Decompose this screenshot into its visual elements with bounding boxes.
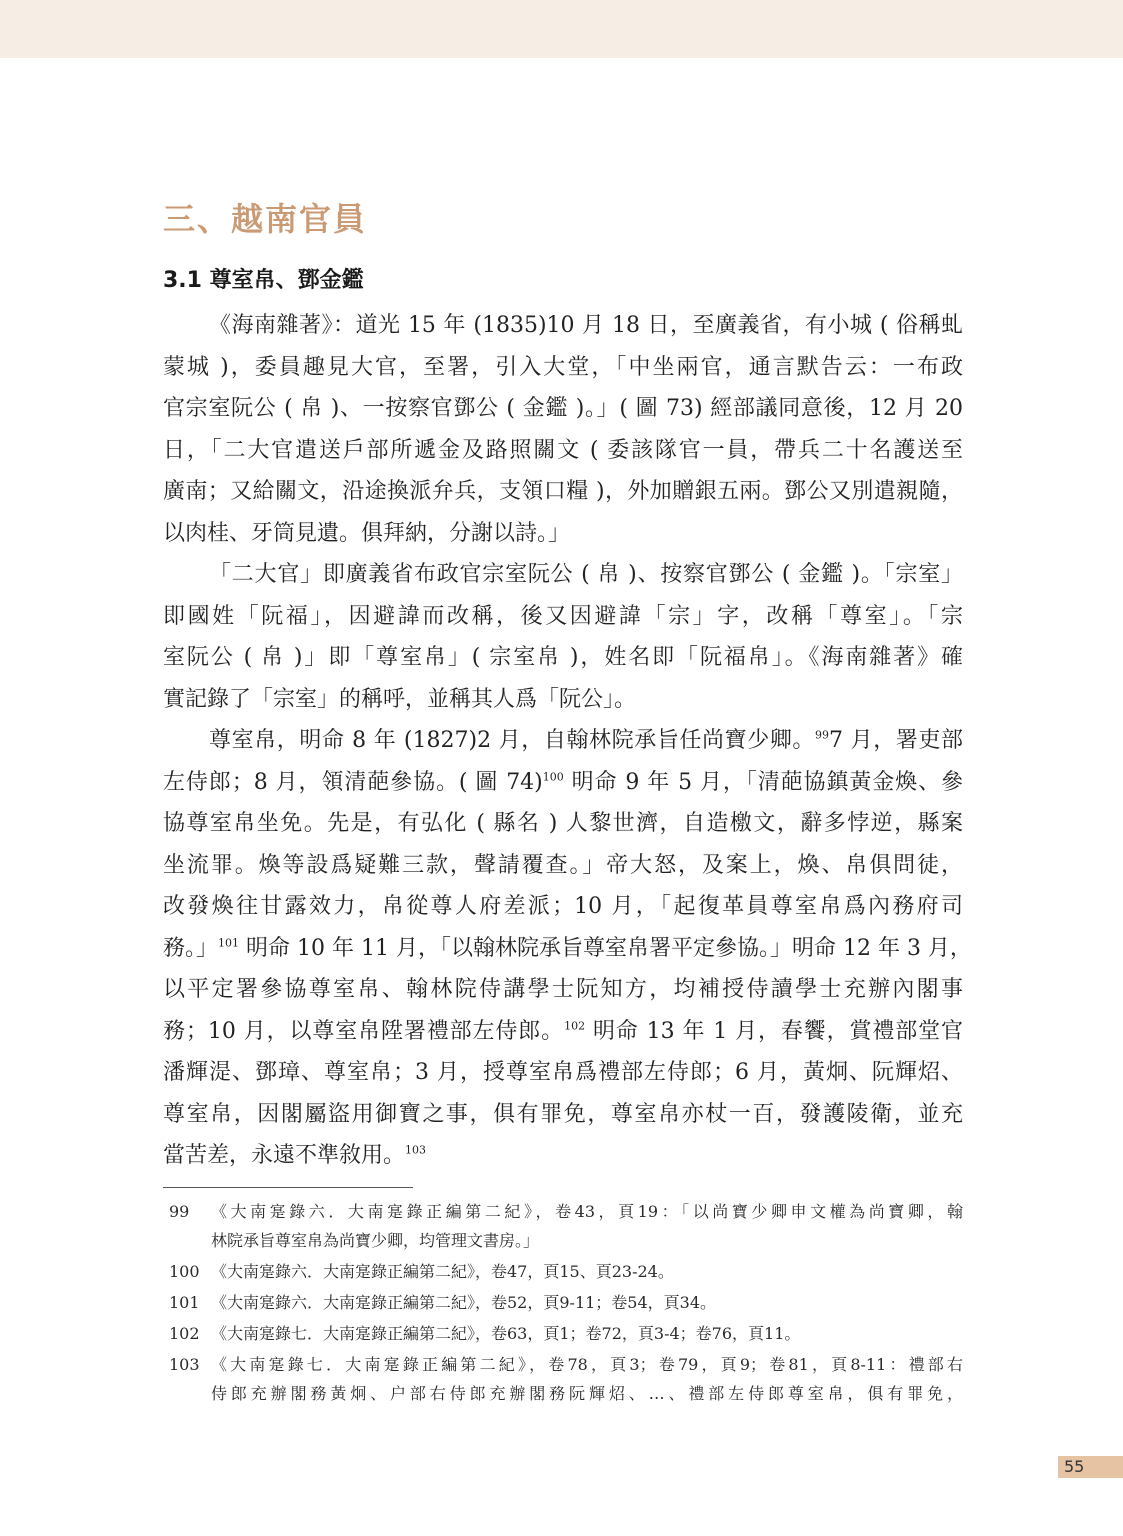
footnote-line: 《大南寔錄七．大南寔錄正編第二紀》，卷78，頁3；卷79，頁9；卷81，頁8-11：禮部右 — [211, 1355, 963, 1374]
footnote-line: 林院承旨尊室帛為尚寶少卿，均管理文書房。」 — [211, 1231, 540, 1250]
footnote-ref: 103 — [405, 1143, 427, 1157]
footnote-ref: 99 — [815, 728, 830, 742]
footnotes — [163, 1197, 963, 1410]
text-line: 蒙城 )，委員趣見大官，至署，引入大堂，「中坐兩官，通言默告云：一布政 — [163, 354, 963, 380]
text-line: 以平定署參協尊室帛、翰林院侍講學士阮知方，均補授侍讀學士充辦內閣事 — [163, 977, 963, 1002]
text-line: 務。」$^{101}$ 明命 10 年 11 月，「以翰林院承旨尊室帛署平定參協。」明命 12 年 3 月， — [163, 935, 972, 961]
text-line: 務；10 月，以尊室帛陞署禮部左侍郎。$^{102}$ 明命 13 年 1 月，春饗，賞禮部堂官 — [163, 1018, 963, 1044]
page-number: 55 — [1058, 1456, 1123, 1478]
footnote-line: 《大南寔錄六．大南寔錄正編第二紀》，卷52，頁9-11；卷54，頁34。 — [211, 1293, 717, 1312]
footnote-line: 《大南寔錄七．大南寔錄正編第二紀》，卷63，頁1；卷72，頁3-4；卷76，頁11。 — [211, 1324, 801, 1343]
text-line: 潘輝湜、鄧璋、尊室帛；3 月，授尊室帛爲禮部左侍郎；6 月，黃炯、阮輝炤、 — [163, 1060, 963, 1085]
text-line: 室阮公 ( 帛 )」即「尊室帛」( 宗室帛 )，姓名即「阮福帛」。《海南雜著》確 — [163, 645, 963, 670]
footnote-number: 103 — [169, 1355, 200, 1374]
text-line: 以肉桂、牙筒見遺。俱拜納，分謝以詩。」 — [163, 520, 571, 546]
text-line: 左侍郎；8 月，領清葩參協。( 圖 74)$^{100}$ 明命 9 年 5 月，「清葩協鎮黃金煥、參 — [163, 769, 964, 795]
text-line: 協尊室帛坐免。先是，有弘化 ( 縣名 ) 人黎世濟，自造檄文，辭多悖逆，縣案 — [163, 811, 963, 836]
footnote-100 — [163, 1257, 963, 1286]
text-line: 「二大官」即廣義省布政官宗室阮公 ( 帛 )、按察官鄧公 ( 金鑑 )。「宗室」 — [209, 562, 963, 587]
top-color-band — [0, 0, 1123, 58]
footnote-103 — [163, 1350, 963, 1408]
footnote-ref: 101 — [218, 936, 240, 950]
text-line: 坐流罪。煥等設爲疑難三款，聲請覆查。」帝大怒，及案上，煥、帛俱問徒， — [163, 852, 963, 878]
footnote-ref: 102 — [564, 1019, 586, 1033]
text-line: 官宗室阮公 ( 帛 )、一按察官鄧公 ( 金鑑 )。」( 圖 73) 經部議同意後，12 月 20 — [163, 396, 963, 421]
text-line: 日，「二大官遣送戶部所遞金及路照關文 ( 委該隊官一員，帶兵二十名護送至 — [163, 437, 963, 463]
text-line: 改發煥往甘露效力，帛從尊人府差派；10 月，「起復革員尊室帛爲內務府司 — [163, 894, 963, 919]
text-line: 廣南；又給關文，沿途換派弁兵，支領口糧 )，外加贈銀五兩。鄧公又別遣親隨， — [163, 479, 963, 504]
footnote-number: 102 — [169, 1324, 200, 1343]
body-text — [163, 305, 972, 1177]
text-line: 《海南雜著》：道光 15 年 (1835)10 月 18 日，至廣義省，有小城 ( 俗稱虬 — [209, 313, 963, 338]
footnote-line: 侍郎充辦閣務黃炯、户部右侍郎充辦閣務阮輝炤、…、禮部左侍郎尊室帛，俱有罪免， — [211, 1384, 963, 1403]
footnote-line: 《大南寔錄六．大南寔錄正編第二紀》，卷47，頁15、頁23-24。 — [211, 1262, 674, 1281]
footnote-divider — [163, 1187, 413, 1188]
text-line: 當苦差，永遠不準敘用。$^{103}$ — [163, 1143, 427, 1168]
section-heading: 三、越南官員 — [163, 200, 368, 238]
footnote-99 — [163, 1197, 963, 1255]
footnote-number: 100 — [169, 1262, 200, 1281]
text-line: 即國姓「阮福」，因避諱而改稱，後又因避諱「宗」字，改稱「尊室」。「宗 — [163, 603, 963, 629]
paragraph-2 — [163, 554, 963, 720]
text-line: 尊室帛，明命 8 年 (1827)2 月，自翰林院承旨任尚寶少卿。$^{99}$7 月，署吏部 — [209, 728, 964, 753]
subsection-heading: 3.1 尊室帛、鄧金鑑 — [163, 268, 364, 293]
footnote-number: 99 — [169, 1202, 190, 1221]
paragraph-1 — [163, 305, 963, 554]
paragraph-3 — [163, 720, 972, 1177]
footnote-ref: 100 — [542, 770, 564, 784]
text-line: 尊室帛，因閣屬盜用御寶之事，俱有罪免，尊室帛亦杖一百，發護陵衛，並充 — [163, 1101, 963, 1127]
footnote-number: 101 — [169, 1293, 200, 1312]
footnote-102 — [163, 1319, 963, 1348]
text-line: 實記錄了「宗室」的稱呼，並稱其人爲「阮公」。 — [163, 686, 637, 712]
footnote-line: 《大南寔錄六．大南寔錄正編第二紀》，卷43，頁19：「以尚寶少卿申文權為尚寶卿，翰 — [211, 1202, 963, 1221]
footnote-101 — [163, 1288, 963, 1317]
